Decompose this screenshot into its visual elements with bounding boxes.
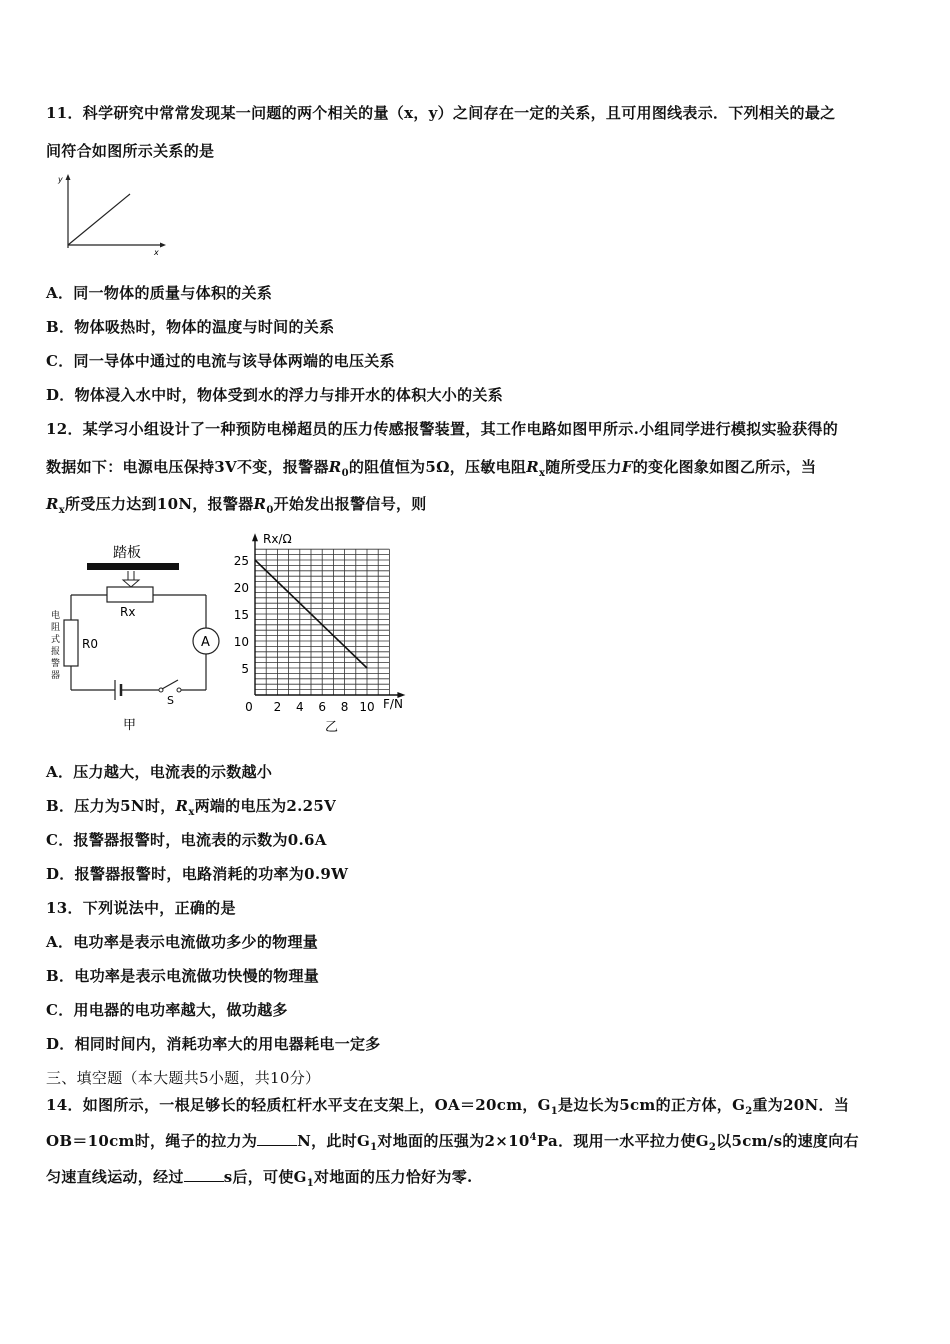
q11-stem-line1: 11．科学研究中常常发现某一问题的两个相关的量（x，y）之间存在一定的关系，且可用图线表示．下列相关的最之 xyxy=(46,104,836,122)
x-tick-label: 2 xyxy=(273,700,282,714)
q11-option-a: A．同一物体的质量与体积的关系 xyxy=(46,284,273,302)
graph-x-title: F/N xyxy=(383,697,403,711)
x-tick-label: 10 xyxy=(359,700,375,714)
rx-label: Rx xyxy=(120,605,136,619)
q12-option-c: C．报警器报警时，电流表的示数为0.6A xyxy=(46,831,327,849)
q13-option-d: D．相同时间内，消耗功率大的用电器耗电一定多 xyxy=(46,1035,381,1053)
q12-rx-f-graph xyxy=(225,528,425,738)
r0-label: R0 xyxy=(82,637,98,651)
q12-stem-line3: $R_x$所受压力达到10N，报警器$R_0$开始发出报警信号，则 xyxy=(46,495,427,516)
q12-option-a: A．压力越大，电流表的示数越小 xyxy=(46,763,273,781)
svg-text:电: 电 xyxy=(51,611,61,621)
svg-text:警: 警 xyxy=(51,659,61,669)
circuit-caption: 甲 xyxy=(123,718,137,733)
q13-option-b: B．电功率是表示电流做功快慢的物理量 xyxy=(46,967,320,985)
y-tick-label: 10 xyxy=(233,635,249,649)
answer-blank-1[interactable] xyxy=(257,1133,297,1146)
svg-text:阻: 阻 xyxy=(51,623,61,633)
q11-option-d: D．物体浸入水中时，物体受到水的浮力与排开水的体积大小的关系 xyxy=(46,386,504,404)
y-tick-label: 15 xyxy=(233,608,249,622)
q11-graph-y-label: y xyxy=(58,175,63,184)
q12-option-d: D．报警器报警时，电路消耗的功率为0.9W xyxy=(46,865,349,883)
q12-circuit-diagram xyxy=(45,540,235,740)
x-tick-label: 4 xyxy=(295,700,304,714)
q14-line1: 14．如图所示，一根足够长的轻质杠杆水平支在支架上，OA＝20cm，$G_1$是边长为5cm的正方体，$G_2$重为20N．当 xyxy=(46,1096,850,1117)
q13-option-a: A．电功率是表示电流做功多少的物理量 xyxy=(46,933,319,951)
q11-stem-line2: 间符合如图所示关系的是 xyxy=(46,142,215,160)
answer-blank-2[interactable] xyxy=(184,1169,224,1182)
x-tick-label: 0 xyxy=(245,700,253,714)
ammeter-label: A xyxy=(201,635,210,650)
q11-option-c: C．同一导体中通过的电流与该导体两端的电压关系 xyxy=(46,352,395,370)
svg-text:器: 器 xyxy=(51,671,61,681)
section-3-heading: 三、填空题（本大题共5小题，共10分） xyxy=(46,1069,321,1087)
q13-option-c: C．用电器的电功率越大，做功越多 xyxy=(46,1001,288,1019)
switch xyxy=(162,680,178,689)
alarm-label xyxy=(51,609,60,681)
circuit-board xyxy=(87,563,179,570)
graph-y-title: Rx/Ω xyxy=(263,532,292,546)
svg-text:式: 式 xyxy=(51,635,61,645)
q11-graph-x-label: x xyxy=(154,248,159,255)
rx-resistor xyxy=(107,587,153,602)
r0-resistor xyxy=(64,620,78,666)
y-tick-label: 25 xyxy=(233,554,249,568)
x-tick-label: 6 xyxy=(318,700,327,714)
y-tick-label: 20 xyxy=(233,581,249,595)
circuit-board-label: 踏板 xyxy=(113,545,141,561)
svg-text:报: 报 xyxy=(51,647,61,657)
q12-option-b: B．压力为5N时，$R_x$两端的电压为2.25V xyxy=(46,797,337,818)
y-tick-label: 5 xyxy=(241,662,249,676)
y-axis-arrow xyxy=(252,533,258,541)
q14-line2: OB＝10cm时，绳子的拉力为 N，此时$G_1$对地面的压强为$2\times 10^4Pa$．现用一水平拉力使$G_2$以5cm/s的速度向右 xyxy=(46,1132,859,1153)
q11-graph xyxy=(50,170,170,255)
q13-stem: 13．下列说法中，正确的是 xyxy=(46,899,236,917)
x-tick-label: 8 xyxy=(340,700,349,714)
q12-stem-line2: 数据如下：电源电压保持3V不变，报警器$R_0$的阻值恒为5Ω，压敏电阻$R_x$随所受压力F的变化图象如图乙所示，当 xyxy=(46,458,817,479)
q14-line3: 匀速直线运动，经过 s后，可使$G_1$对地面的压力恰好为零. xyxy=(46,1168,473,1189)
q12-stem-line1: 12．某学习小组设计了一种预防电梯超员的压力传感报警装置，其工作电路如图甲所示.小组同学进行模拟实验获得的 xyxy=(46,420,839,438)
q11-option-b: B．物体吸热时，物体的温度与时间的关系 xyxy=(46,318,335,336)
switch-label: S xyxy=(167,694,174,707)
graph-grid xyxy=(255,549,389,695)
graph-caption: 乙 xyxy=(325,720,339,735)
